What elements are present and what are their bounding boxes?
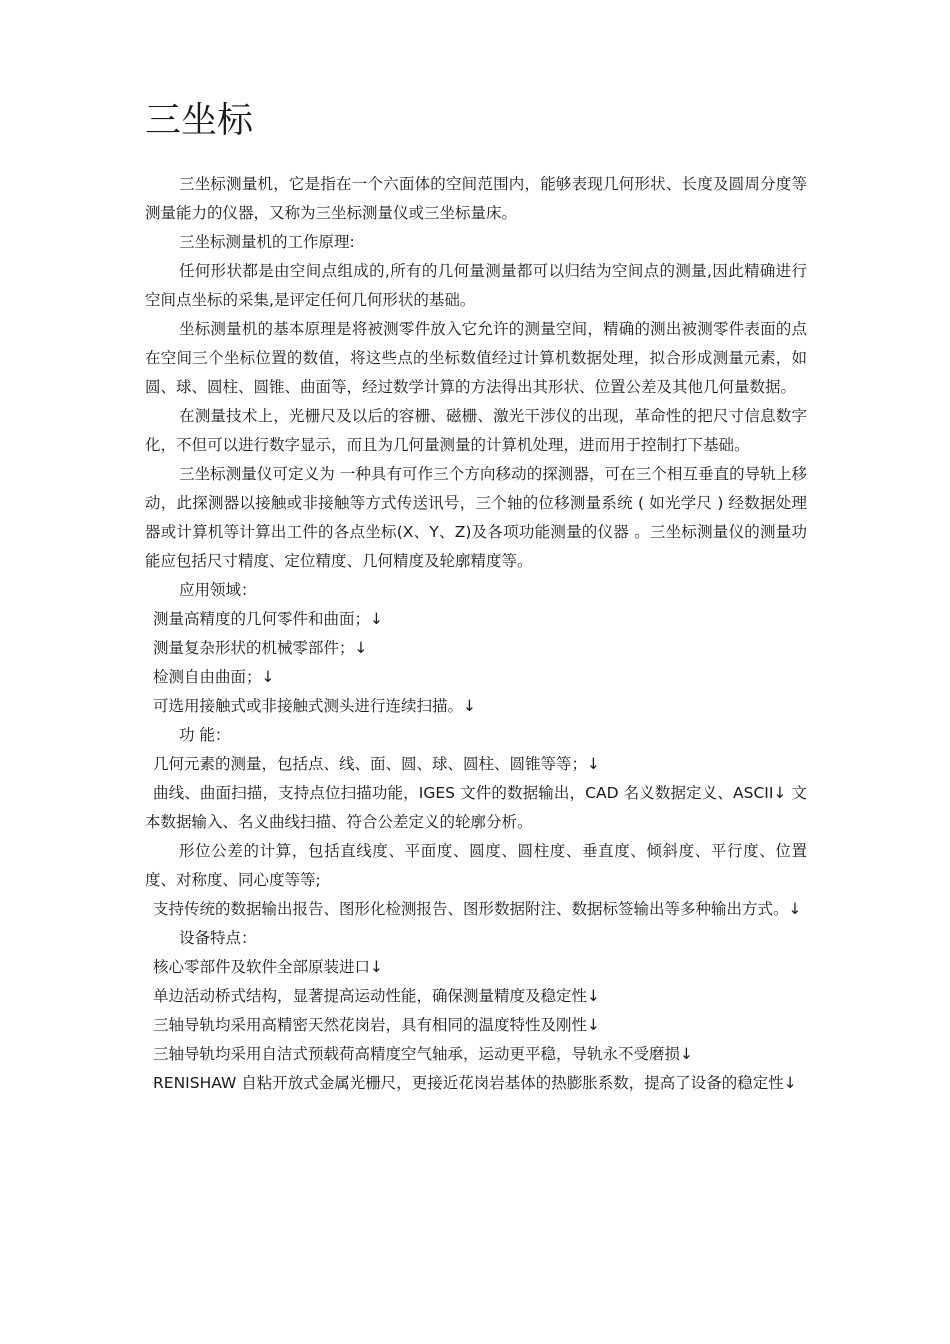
document-body — [145, 170, 807, 1098]
paragraph: 功 能： — [179, 726, 231, 744]
document-title: 三坐标 — [145, 100, 254, 141]
list-item: 测量复杂形状的机械零部件；↓ — [153, 639, 368, 657]
list-item: 曲线、曲面扫描，支持点位扫描功能，IGES 文件的数据输出，CAD 名义数据定义、ASCII↓ 文本数据输入、名义曲线扫描、符合公差定义的轮廓分析。 — [145, 784, 807, 831]
list-item: 检测自由曲面；↓ — [153, 668, 275, 686]
paragraph: 三坐标测量机的工作原理: — [179, 233, 355, 251]
list-item: RENISHAW 自粘开放式金属光栅尺，更接近花岗岩基体的热膨胀系数，提高了设备的稳定性↓ — [153, 1074, 797, 1092]
paragraph: 形位公差的计算，包括直线度、平面度、圆度、圆柱度、垂直度、倾斜度、平行度、位置度、对称度、同心度等等; — [145, 842, 807, 889]
list-item: 核心零部件及软件全部原装进口↓ — [153, 958, 383, 976]
list-item: 三轴导轨均采用高精密天然花岗岩，具有相同的温度特性及刚性↓ — [153, 1016, 600, 1034]
paragraph: 应用领域： — [179, 581, 257, 599]
paragraph: 坐标测量机的基本原理是将被测零件放入它允许的测量空间，精确的测出被测零件表面的点在空间三个坐标位置的数值，将这些点的坐标数值经过计算机数据处理，拟合形成测量元素，如圆、球、圆柱、圆锥、曲面等，经过数学计算的方法得出其形状、位置公差及其他几何量数据。 — [145, 320, 807, 396]
list-item: 测量高精度的几何零件和曲面；↓ — [153, 610, 383, 628]
paragraph: 在测量技术上，光栅尺及以后的容栅、磁栅、激光干涉仪的出现，革命性的把尺寸信息数字化，不但可以进行数字显示，而且为几何量测量的计算机处理，进而用于控制打下基础。 — [145, 407, 807, 454]
paragraph: 任何形状都是由空间点组成的,所有的几何量测量都可以归结为空间点的测量,因此精确进行空间点坐标的采集,是评定任何几何形状的基础。 — [145, 262, 807, 309]
paragraph: 三坐标测量机，它是指在一个六面体的空间范围内，能够表现几何形状、长度及圆周分度等测量能力的仪器，又称为三坐标测量仪或三坐标量床。 — [145, 175, 807, 222]
list-item: 可选用接触式或非接触式测头进行连续扫描。↓ — [153, 697, 476, 715]
list-item: 三轴导轨均采用自洁式预载荷高精度空气轴承，运动更平稳，导轨永不受磨损↓ — [153, 1045, 693, 1063]
paragraph: 设备特点： — [179, 929, 257, 947]
paragraph: 三坐标测量仪可定义为 一种具有可作三个方向移动的探测器，可在三个相互垂直的导轨上移动，此探测器以接触或非接触等方式传送讯号，三个轴的位移测量系统 ( 如光学尺 ) 经数据处理器或计算机等计算出工件的各点坐标(X、Y、Z)及各项功能测量的仪器 。三坐标测量仪的测量功能应包括尺寸精度、定位精度、几何精度及轮廓精度等。 — [145, 465, 807, 570]
list-item: 单边活动桥式结构，显著提高运动性能，确保测量精度及稳定性↓ — [153, 987, 600, 1005]
list-item: 几何元素的测量，包括点、线、面、圆、球、圆柱、圆锥等等；↓ — [153, 755, 600, 773]
list-item: 支持传统的数据输出报告、图形化检测报告、图形数据附注、数据标签输出等多种输出方式。↓ — [153, 900, 802, 918]
